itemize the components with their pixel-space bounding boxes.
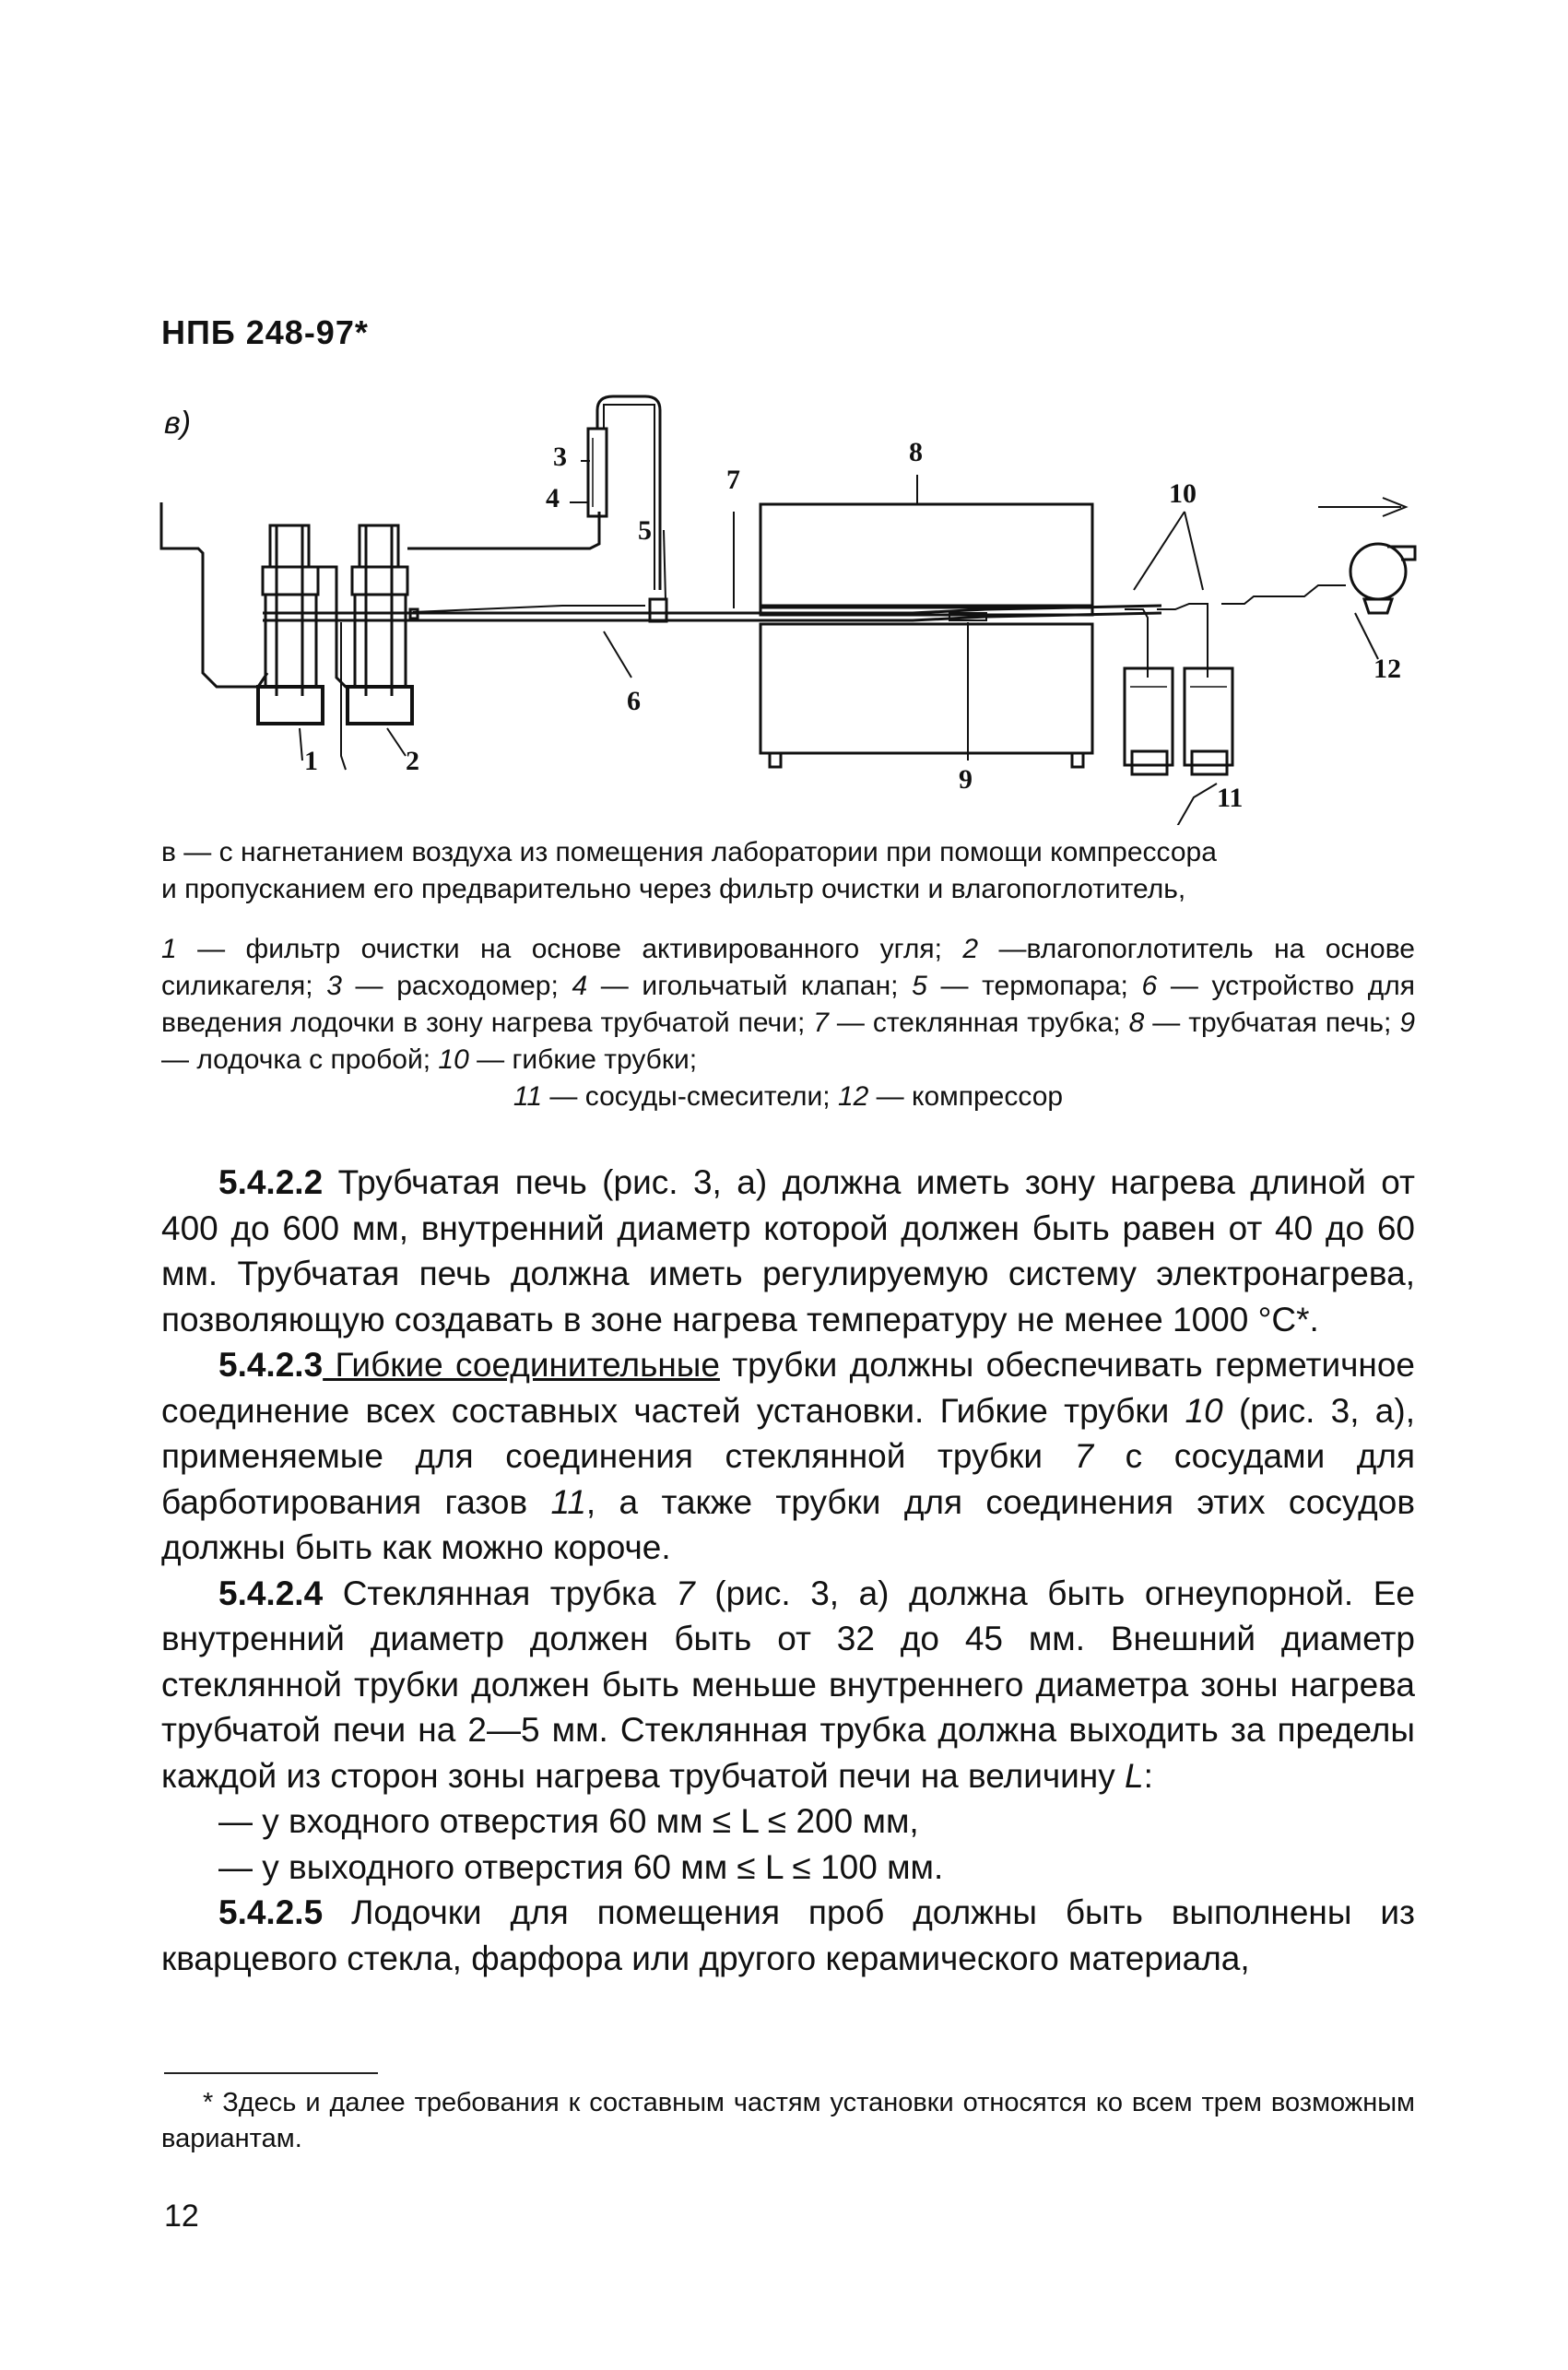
legend-last-line	[161, 1079, 1415, 1115]
label-6: 6	[627, 686, 641, 716]
paragraph-5-4-2-2	[161, 1160, 1415, 1342]
underlined-text: Гибкие соединительные	[323, 1346, 720, 1384]
section-number: 5.4.2.3	[218, 1346, 324, 1384]
legend-text: — фильтр очистки на основе активированного угля;	[176, 934, 963, 964]
dash-item-inlet: — у входного отверстия 60 мм ≤ L ≤ 200 мм,	[218, 1802, 919, 1840]
legend-num: 5	[912, 971, 927, 1001]
paragraph-text: , а также трубки для соединения этих сосудов должны быть как можно короче.	[161, 1482, 1415, 1566]
figure-letter: в)	[164, 406, 192, 441]
italic-ref: 7	[1074, 1437, 1094, 1475]
paragraph-text: с сосудами для барботирования газов	[161, 1437, 1415, 1521]
filter-vessel-1	[258, 525, 323, 724]
legend-text: — компрессор	[868, 1081, 1064, 1112]
paragraph-text: (рис. 3, а), применяемые для соединения стеклянной трубки	[161, 1391, 1415, 1475]
legend-num: 9	[1399, 1008, 1416, 1038]
italic-ref: 10	[1185, 1391, 1223, 1430]
legend-text: — игольчатый клапан;	[587, 971, 913, 1001]
paragraph-text: трубки должны обеспечивать герметичное соединение всех составных частей установки. Гибкие трубки	[161, 1346, 1415, 1430]
line-to-valve	[407, 512, 599, 548]
label-7: 7	[726, 465, 740, 495]
legend-num: 11	[513, 1081, 543, 1112]
legend-text: — гибкие трубки;	[468, 1044, 698, 1075]
legend-text: — сосуды-смесители;	[542, 1081, 838, 1112]
body-text	[161, 1160, 1415, 1981]
compressor-12	[1350, 544, 1415, 613]
legend-num: 2	[962, 934, 979, 964]
label-11: 11	[1217, 783, 1244, 813]
paragraph-5-4-2-4	[161, 1571, 1415, 1799]
flowmeter-3	[588, 429, 607, 516]
label-3: 3	[553, 442, 567, 472]
legend-text: — расходомер;	[341, 971, 572, 1001]
legend-text: — термопара;	[926, 971, 1142, 1001]
section-number: 5.4.2.2	[218, 1163, 324, 1201]
legend-num: 6	[1141, 971, 1158, 1001]
desiccant-vessel-2	[348, 525, 412, 724]
figure-caption	[161, 834, 1415, 908]
tube-furnace-8	[760, 504, 1092, 767]
legend-text: — устройство для введения лодочки в зону нагрева трубчатой печи;	[161, 971, 1415, 1038]
label-10: 10	[1169, 478, 1197, 509]
inlet-pipe	[161, 502, 267, 687]
legend-num: 4	[572, 971, 588, 1001]
label-9: 9	[959, 764, 973, 795]
legend-text: — трубчатая печь;	[1144, 1008, 1400, 1038]
label-8: 8	[909, 437, 923, 467]
wire	[341, 622, 346, 770]
legend-num: 12	[837, 1081, 869, 1112]
label-2: 2	[406, 746, 419, 776]
legend-num: 8	[1128, 1008, 1145, 1038]
paragraph-text: Трубчатая печь (рис. 3, а) должна иметь зону нагрева длиной от 400 до 600 мм, внутренний диаметр которой должен быть равен от 40 до 60 мм. Трубчатая печь должна иметь регулируемую систему электронагрева, позволяющую создавать в зоне нагрева температуру не менее 1000 °С*.	[161, 1163, 1415, 1338]
apparatus-diagram	[147, 392, 1438, 825]
section-number: 5.4.2.5	[218, 1893, 324, 1931]
document-header: НПБ 248-97*	[161, 313, 369, 351]
figure-legend	[161, 931, 1415, 1115]
legend-num: 1	[161, 934, 177, 964]
legend-text: — лодочка с пробой;	[161, 1044, 439, 1075]
connector-1-2	[318, 567, 355, 687]
italic-ref: L	[1125, 1756, 1144, 1795]
legend-num: 10	[438, 1044, 469, 1075]
paragraph-text: (рис. 3, а) должна быть огнеупорной. Ее внутренний диаметр должен быть от 32 до 45 мм. Внешний диаметр стеклянной трубки должен быть меньше внутреннего диаметра зоны нагрева трубчатой печи на 2—5 мм. Стеклянная трубка должна выходить за пределы каждой из сторон зоны нагрева трубчатой печи на величину	[161, 1574, 1415, 1795]
paragraph-text: Лодочки для помещения проб должны быть выполнены из кварцевого стекла, фарфора или другого керамического материала,	[161, 1893, 1415, 1977]
label-5: 5	[638, 515, 652, 546]
caption-line-2: и пропусканием его предварительно через фильтр очистки и влагопоглотитель,	[161, 874, 1186, 904]
label-4: 4	[546, 483, 560, 513]
label-12: 12	[1373, 654, 1401, 684]
outlet-arrow	[1318, 498, 1406, 516]
legend-num: 3	[326, 971, 342, 1001]
label-1: 1	[304, 746, 318, 776]
legend-text: — стеклянная трубка;	[828, 1008, 1129, 1038]
italic-ref: 7	[676, 1574, 695, 1612]
page-number: 12	[164, 2199, 199, 2234]
section-number: 5.4.2.4	[218, 1574, 324, 1612]
italic-ref: 11	[550, 1482, 586, 1521]
dash-item-outlet: — у выходного отверстия 60 мм ≤ L ≤ 100 мм.	[218, 1847, 944, 1886]
footnote: * Здесь и далее требования к составным частям установки относятся ко всем трем возможным вариантам.	[161, 2088, 1415, 2153]
paragraph-5-4-2-3	[161, 1342, 1415, 1571]
paragraph-5-4-2-5	[161, 1890, 1415, 1981]
legend-text: —влагопоглотитель на основе силикагеля;	[161, 934, 1415, 1001]
legend-num: 7	[813, 1008, 829, 1038]
paragraph-text: Стеклянная трубка	[323, 1574, 677, 1612]
paragraph-text: :	[1143, 1756, 1153, 1795]
footnote-divider	[164, 2072, 378, 2074]
caption-line-1: в — с нагнетанием воздуха из помещения лаборатории при помощи компрессора	[161, 837, 1217, 867]
